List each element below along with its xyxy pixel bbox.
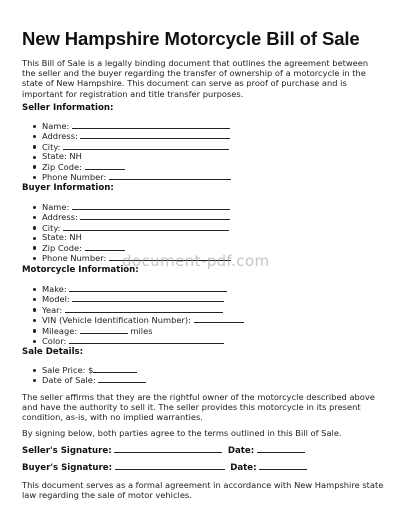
buyer-date-label: Date: [230, 463, 257, 473]
motorcycle-color-field[interactable] [32, 336, 244, 346]
blank-line [63, 142, 229, 150]
field-label: Phone Number: [42, 172, 107, 183]
motorcycle-mileage-field[interactable] [32, 326, 244, 336]
blank-line [80, 131, 230, 139]
blank-line [109, 172, 231, 180]
intro-paragraph: This Bill of Sale is a legally binding document that outlines the agreement between the seller and the buyer regarding the transfer of ownership of a motorcycle in the state of New Hampshire. This document can serve as proof of purchase and is important for registration and title transfer purposes. [22, 58, 369, 99]
buyer-address-field[interactable] [32, 212, 231, 222]
field-label: Zip Code: [42, 161, 82, 172]
field-label: Name: [42, 202, 70, 212]
field-label: Name: [42, 121, 70, 131]
field-label: Mileage: [42, 325, 78, 336]
blank-line [72, 202, 230, 210]
blank-line [85, 243, 125, 251]
seller-signature-label: Seller's Signature: [22, 446, 112, 456]
blank-line [80, 326, 128, 334]
field-label: Phone Number: [42, 253, 107, 264]
field-label: Address: [42, 212, 78, 223]
sale-price-field[interactable] [32, 365, 146, 375]
sale-date-field[interactable] [32, 375, 146, 385]
buyer-heading: Buyer Information: [22, 183, 114, 193]
buyer-state-field [32, 233, 231, 242]
seller-phone-field[interactable] [32, 172, 231, 182]
blank-line [63, 223, 229, 231]
affirmation-paragraph: The seller affirms that they are the rightful owner of the motorcycle described above and have the authority to sell it. The seller provides this motorcycle in its present condition, as-is, with no implied warranties. [22, 392, 375, 423]
mileage-unit: miles [130, 325, 153, 336]
seller-date-label: Date: [227, 446, 255, 456]
field-label: Make: [42, 284, 67, 294]
blank-line [65, 305, 223, 313]
blank-line [69, 336, 224, 344]
watermark-text: document-pdf.com [122, 252, 270, 270]
motorcycle-year-field[interactable] [32, 305, 244, 315]
field-label: State: NH [42, 151, 82, 162]
sale-fields [32, 365, 146, 386]
field-label: City: [42, 141, 61, 152]
motorcycle-fields [32, 284, 244, 346]
document-title: New Hampshire Motorcycle Bill of Sale [22, 28, 360, 49]
buyer-name-field[interactable] [32, 202, 231, 212]
seller-state-field [32, 152, 231, 161]
motorcycle-make-field[interactable] [32, 284, 244, 294]
field-label: State: NH [42, 232, 82, 243]
blank-line [69, 284, 227, 292]
field-label: City: [42, 222, 61, 233]
blank-line [85, 162, 125, 170]
seller-zip-field[interactable] [32, 162, 231, 172]
blank-line [93, 365, 137, 373]
blank-line [98, 375, 146, 383]
field-label: Model: [42, 294, 70, 305]
blank-line [80, 212, 230, 220]
blank-line [194, 315, 244, 323]
buyer-date-line[interactable] [259, 462, 307, 470]
sale-heading: Sale Details: [22, 347, 84, 357]
seller-fields [32, 121, 231, 182]
field-label: Address: [42, 131, 78, 142]
field-label: Color: [42, 336, 67, 347]
motorcycle-model-field[interactable] [32, 294, 244, 304]
buyer-signature-label: Buyer's Signature: [22, 463, 113, 473]
seller-name-field[interactable] [32, 121, 231, 131]
motorcycle-heading: Motorcycle Information: [22, 265, 139, 275]
blank-line [72, 294, 224, 302]
field-label: Sale Price: $ [42, 365, 94, 375]
motorcycle-vin-field[interactable] [32, 315, 244, 325]
blank-line [72, 121, 230, 129]
field-label: Year: [42, 304, 63, 315]
closing-paragraph: This document serves as a formal agreement in accordance with New Hampshire state law regarding the sale of motor vehicles. [22, 480, 384, 501]
field-label: Date of Sale: [42, 375, 96, 386]
seller-heading: Seller Information: [22, 103, 114, 113]
seller-date-line[interactable] [257, 445, 305, 453]
seller-address-field[interactable] [32, 131, 231, 141]
buyer-signature-row[interactable] [22, 462, 307, 474]
seller-signature-line[interactable] [114, 445, 222, 453]
field-label: Zip Code: [42, 242, 82, 253]
field-label: VIN (Vehicle Identification Number): [42, 315, 191, 326]
seller-signature-row[interactable] [22, 445, 305, 457]
agreement-paragraph: By signing below, both parties agree to the terms outlined in this Bill of Sale. [22, 428, 342, 438]
buyer-signature-line[interactable] [115, 462, 225, 470]
